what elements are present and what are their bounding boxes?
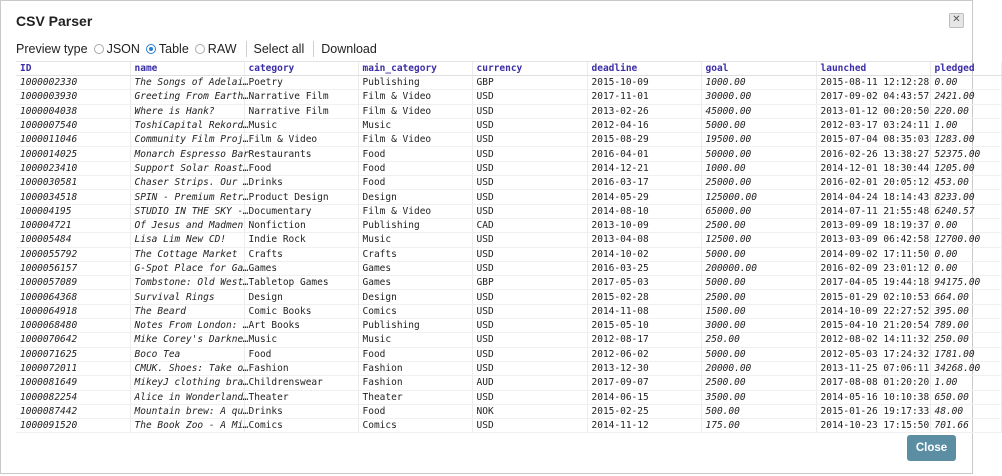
table-cell: Documentary bbox=[244, 204, 358, 218]
table-row[interactable] bbox=[16, 333, 1001, 347]
table-cell: Food bbox=[358, 347, 472, 361]
preview-option-table-label: Table bbox=[158, 42, 189, 56]
table-cell: Art Books bbox=[244, 319, 358, 333]
table-cell: 2014-08-10 bbox=[587, 204, 701, 218]
table-cell: USD bbox=[472, 390, 587, 404]
table-cell: 200000.00 bbox=[701, 261, 816, 275]
table-cell: 20000.00 bbox=[701, 361, 816, 375]
table-cell: USD bbox=[472, 233, 587, 247]
radio-json[interactable] bbox=[94, 44, 104, 54]
table-cell: 2015-01-26 19:17:33 bbox=[816, 404, 930, 418]
table-cell: Product Design bbox=[244, 190, 358, 204]
table-cell: Community Film Proj… bbox=[130, 133, 244, 147]
table-cell: USD bbox=[472, 133, 587, 147]
table-cell: Crafts bbox=[244, 247, 358, 261]
table-scroll-area[interactable] bbox=[16, 61, 981, 432]
column-header-goal[interactable]: goal bbox=[701, 62, 816, 76]
table-cell: 1000082254 bbox=[16, 390, 130, 404]
close-button[interactable]: Close bbox=[907, 435, 956, 461]
table-cell: 2016-04-01 bbox=[587, 147, 701, 161]
column-header-pledged[interactable]: pledged bbox=[930, 62, 1001, 76]
table-cell: Narrative Film bbox=[244, 104, 358, 118]
table-cell: 2012-06-02 bbox=[587, 347, 701, 361]
table-cell: 1000071625 bbox=[16, 347, 130, 361]
table-cell: USD bbox=[472, 304, 587, 318]
table-cell: Fashion bbox=[244, 361, 358, 375]
table-row[interactable] bbox=[16, 390, 1001, 404]
table-cell: 1000011046 bbox=[16, 133, 130, 147]
table-cell: 2015-02-25 bbox=[587, 404, 701, 418]
table-cell: 2016-03-17 bbox=[587, 176, 701, 190]
table-cell: 2013-02-26 bbox=[587, 104, 701, 118]
table-cell: 1000091520 bbox=[16, 419, 130, 433]
table-cell: 2015-05-10 bbox=[587, 319, 701, 333]
select-all-button[interactable]: Select all bbox=[253, 42, 305, 56]
table-cell: USD bbox=[472, 419, 587, 433]
preview-option-json[interactable] bbox=[94, 42, 140, 56]
table-cell: 2013-09-09 18:19:37 bbox=[816, 218, 930, 232]
table-cell: 2014-12-21 bbox=[587, 161, 701, 175]
table-row[interactable] bbox=[16, 147, 1001, 161]
table-cell: USD bbox=[472, 261, 587, 275]
table-row[interactable] bbox=[16, 176, 1001, 190]
table-row[interactable] bbox=[16, 76, 1001, 90]
table-cell: 125000.00 bbox=[701, 190, 816, 204]
table-cell: Food bbox=[358, 161, 472, 175]
table-cell: 2014-05-29 bbox=[587, 190, 701, 204]
table-cell: Music bbox=[358, 118, 472, 132]
table-cell: 2421.00 bbox=[930, 90, 1001, 104]
table-cell: 2014-06-15 bbox=[587, 390, 701, 404]
table-cell: Film & Video bbox=[358, 90, 472, 104]
table-cell: USD bbox=[472, 161, 587, 175]
table-row[interactable] bbox=[16, 404, 1001, 418]
table-cell: 1000007540 bbox=[16, 118, 130, 132]
table-cell: Fashion bbox=[358, 361, 472, 375]
table-cell: 2015-01-29 02:10:53 bbox=[816, 290, 930, 304]
table-row[interactable] bbox=[16, 347, 1001, 361]
table-cell: 1000023410 bbox=[16, 161, 130, 175]
table-row[interactable] bbox=[16, 261, 1001, 275]
table-cell: 1000064368 bbox=[16, 290, 130, 304]
table-row[interactable] bbox=[16, 118, 1001, 132]
table-cell: 1000004038 bbox=[16, 104, 130, 118]
table-cell: Games bbox=[358, 261, 472, 275]
table-cell: AUD bbox=[472, 376, 587, 390]
table-cell: Design bbox=[244, 290, 358, 304]
table-cell: Fashion bbox=[358, 376, 472, 390]
table-cell: 94175.00 bbox=[930, 276, 1001, 290]
table-cell: GBP bbox=[472, 276, 587, 290]
table-cell: 2015-10-09 bbox=[587, 76, 701, 90]
table-cell: USD bbox=[472, 118, 587, 132]
table-cell: Music bbox=[358, 333, 472, 347]
table-cell: 0.00 bbox=[930, 261, 1001, 275]
table-cell: 2014-12-01 18:30:44 bbox=[816, 161, 930, 175]
table-cell: 0.00 bbox=[930, 247, 1001, 261]
table-cell: Comic Books bbox=[244, 304, 358, 318]
table-cell: Publishing bbox=[358, 76, 472, 90]
table-cell: The Book Zoo - A Mi… bbox=[130, 419, 244, 433]
table-cell: 175.00 bbox=[701, 419, 816, 433]
table-cell: 2015-08-11 12:12:28 bbox=[816, 76, 930, 90]
table-cell: 1000014025 bbox=[16, 147, 130, 161]
table-cell: 100005484 bbox=[16, 233, 130, 247]
table-cell: 5000.00 bbox=[701, 276, 816, 290]
table-cell: Film & Video bbox=[358, 104, 472, 118]
table-row[interactable] bbox=[16, 133, 1001, 147]
table-cell: 5000.00 bbox=[701, 347, 816, 361]
table-cell: 2013-10-09 bbox=[587, 218, 701, 232]
table-cell: Of Jesus and Madmen bbox=[130, 218, 244, 232]
table-cell: 1000.00 bbox=[701, 76, 816, 90]
table-cell: Restaurants bbox=[244, 147, 358, 161]
table-cell: USD bbox=[472, 319, 587, 333]
table-cell: 30000.00 bbox=[701, 90, 816, 104]
download-button[interactable]: Download bbox=[321, 42, 377, 56]
table-cell: USD bbox=[472, 104, 587, 118]
table-cell: 650.00 bbox=[930, 390, 1001, 404]
table-cell: Design bbox=[358, 190, 472, 204]
table-cell: 2014-10-09 22:27:52 bbox=[816, 304, 930, 318]
table-cell: 2015-08-29 bbox=[587, 133, 701, 147]
table-cell: 34268.00 bbox=[930, 361, 1001, 375]
table-row[interactable] bbox=[16, 419, 1001, 433]
table-cell: 2015-04-10 21:20:54 bbox=[816, 319, 930, 333]
table-cell: 1000.00 bbox=[701, 161, 816, 175]
table-row[interactable] bbox=[16, 90, 1001, 104]
table-cell: 2012-08-17 bbox=[587, 333, 701, 347]
table-cell: Publishing bbox=[358, 319, 472, 333]
table-cell: The Cottage Market bbox=[130, 247, 244, 261]
table-cell: 2016-02-09 23:01:12 bbox=[816, 261, 930, 275]
table-cell: Comics bbox=[244, 419, 358, 433]
table-cell: 2017-11-01 bbox=[587, 90, 701, 104]
table-cell: 2013-04-08 bbox=[587, 233, 701, 247]
table-cell: The Beard bbox=[130, 304, 244, 318]
table-cell: 12500.00 bbox=[701, 233, 816, 247]
table-cell: Food bbox=[358, 176, 472, 190]
table-row[interactable] bbox=[16, 276, 1001, 290]
table-cell: 2014-11-12 bbox=[587, 419, 701, 433]
column-header-category[interactable]: category bbox=[244, 62, 358, 76]
table-cell: Food bbox=[244, 347, 358, 361]
column-header-launched[interactable]: launched bbox=[816, 62, 930, 76]
table-cell: 2500.00 bbox=[701, 376, 816, 390]
column-header-currency[interactable]: currency bbox=[472, 62, 587, 76]
table-row[interactable] bbox=[16, 319, 1001, 333]
table-cell: 6240.57 bbox=[930, 204, 1001, 218]
table-cell: 1000003930 bbox=[16, 90, 130, 104]
table-cell: 2017-09-07 bbox=[587, 376, 701, 390]
table-cell: 1000057089 bbox=[16, 276, 130, 290]
table-cell: 1000064918 bbox=[16, 304, 130, 318]
table-row[interactable] bbox=[16, 104, 1001, 118]
table-cell: 789.00 bbox=[930, 319, 1001, 333]
close-icon[interactable]: ✕ bbox=[949, 13, 964, 28]
table-cell: 453.00 bbox=[930, 176, 1001, 190]
table-row[interactable] bbox=[16, 361, 1001, 375]
table-cell: 0.00 bbox=[930, 218, 1001, 232]
table-cell: Games bbox=[358, 276, 472, 290]
table-cell: Lisa Lim New CD! bbox=[130, 233, 244, 247]
table-cell: Comics bbox=[358, 419, 472, 433]
table-cell: MikeyJ clothing bra… bbox=[130, 376, 244, 390]
table-cell: USD bbox=[472, 190, 587, 204]
table-cell: 664.00 bbox=[930, 290, 1001, 304]
dialog-title: CSV Parser bbox=[16, 13, 93, 29]
table-body bbox=[16, 76, 1001, 433]
table-cell: 1.00 bbox=[930, 376, 1001, 390]
table-cell: Nonfiction bbox=[244, 218, 358, 232]
table-cell: 2500.00 bbox=[701, 218, 816, 232]
table-cell: 5000.00 bbox=[701, 247, 816, 261]
table-cell: USD bbox=[472, 347, 587, 361]
table-row[interactable] bbox=[16, 304, 1001, 318]
table-cell: 2017-09-02 04:43:57 bbox=[816, 90, 930, 104]
table-cell: 2012-05-03 17:24:32 bbox=[816, 347, 930, 361]
table-cell: 48.00 bbox=[930, 404, 1001, 418]
table-cell: Boco Tea bbox=[130, 347, 244, 361]
preview-option-table[interactable] bbox=[146, 42, 189, 56]
table-header-row bbox=[16, 62, 1001, 76]
column-header-deadline[interactable]: deadline bbox=[587, 62, 701, 76]
table-cell: 250.00 bbox=[701, 333, 816, 347]
table-cell: 3500.00 bbox=[701, 390, 816, 404]
table-cell: 2016-02-26 13:38:27 bbox=[816, 147, 930, 161]
table-cell: 5000.00 bbox=[701, 118, 816, 132]
table-cell: 1000034518 bbox=[16, 190, 130, 204]
table-cell: USD bbox=[472, 147, 587, 161]
table-cell: Drinks bbox=[244, 404, 358, 418]
table-cell: Crafts bbox=[358, 247, 472, 261]
preview-option-raw-label: RAW bbox=[207, 42, 237, 56]
table-cell: 1205.00 bbox=[930, 161, 1001, 175]
table-cell: 2016-03-25 bbox=[587, 261, 701, 275]
table-cell: 1781.00 bbox=[930, 347, 1001, 361]
table-cell: Theater bbox=[244, 390, 358, 404]
table-cell: 2016-02-01 20:05:12 bbox=[816, 176, 930, 190]
table-cell: 250.00 bbox=[930, 333, 1001, 347]
table-cell: Food bbox=[244, 161, 358, 175]
table-cell: Tabletop Games bbox=[244, 276, 358, 290]
table-cell: Alice in Wonderland… bbox=[130, 390, 244, 404]
table-cell: 1.00 bbox=[930, 118, 1001, 132]
preview-toolbar bbox=[16, 41, 377, 57]
preview-option-raw[interactable] bbox=[195, 42, 237, 56]
table-cell: 25000.00 bbox=[701, 176, 816, 190]
table-cell: 2014-09-02 17:11:50 bbox=[816, 247, 930, 261]
table-cell: 2015-02-28 bbox=[587, 290, 701, 304]
table-cell: Music bbox=[244, 118, 358, 132]
table-cell: Food bbox=[358, 404, 472, 418]
table-cell: 701.66 bbox=[930, 419, 1001, 433]
table-cell: 100004195 bbox=[16, 204, 130, 218]
table-cell: 1000087442 bbox=[16, 404, 130, 418]
table-cell: Film & Video bbox=[358, 204, 472, 218]
table-cell: Narrative Film bbox=[244, 90, 358, 104]
table-row[interactable] bbox=[16, 218, 1001, 232]
column-header-name[interactable]: name bbox=[130, 62, 244, 76]
table-cell: 1500.00 bbox=[701, 304, 816, 318]
table-cell: USD bbox=[472, 90, 587, 104]
table-cell: Food bbox=[358, 147, 472, 161]
table-cell: USD bbox=[472, 361, 587, 375]
table-cell: 2012-08-02 14:11:32 bbox=[816, 333, 930, 347]
table-cell: 220.00 bbox=[930, 104, 1001, 118]
preview-option-json-label: JSON bbox=[106, 42, 140, 56]
table-cell: 2014-07-11 21:55:48 bbox=[816, 204, 930, 218]
table-cell: 2015-07-04 08:35:03 bbox=[816, 133, 930, 147]
radio-table[interactable] bbox=[146, 44, 156, 54]
table-cell: USD bbox=[472, 333, 587, 347]
table-cell: Greeting From Earth… bbox=[130, 90, 244, 104]
table-cell: Games bbox=[244, 261, 358, 275]
preview-table bbox=[16, 62, 1002, 433]
column-header-id[interactable]: ID bbox=[16, 62, 130, 76]
table-cell: Design bbox=[358, 290, 472, 304]
table-cell: 2017-04-05 19:44:18 bbox=[816, 276, 930, 290]
table-cell: 1000070642 bbox=[16, 333, 130, 347]
column-header-main-category[interactable]: main_category bbox=[358, 62, 472, 76]
table-cell: 2013-12-30 bbox=[587, 361, 701, 375]
table-cell: CAD bbox=[472, 218, 587, 232]
table-cell: 2013-03-09 06:42:58 bbox=[816, 233, 930, 247]
table-cell: Mike Corey's Darkne… bbox=[130, 333, 244, 347]
table-cell: 52375.00 bbox=[930, 147, 1001, 161]
table-cell: Music bbox=[358, 233, 472, 247]
table-cell: 12700.00 bbox=[930, 233, 1001, 247]
table-cell: Tombstone: Old West… bbox=[130, 276, 244, 290]
table-cell: STUDIO IN THE SKY -… bbox=[130, 204, 244, 218]
table-cell: 0.00 bbox=[930, 76, 1001, 90]
table-cell: Film & Video bbox=[358, 133, 472, 147]
table-cell: 1000072011 bbox=[16, 361, 130, 375]
table-cell: 1000055792 bbox=[16, 247, 130, 261]
table-cell: 2017-05-03 bbox=[587, 276, 701, 290]
table-cell: Support Solar Roast… bbox=[130, 161, 244, 175]
table-cell: 2500.00 bbox=[701, 290, 816, 304]
table-row[interactable] bbox=[16, 247, 1001, 261]
table-cell: Drinks bbox=[244, 176, 358, 190]
table-cell: Comics bbox=[358, 304, 472, 318]
table-cell: Poetry bbox=[244, 76, 358, 90]
table-cell: 1000081649 bbox=[16, 376, 130, 390]
table-cell: USD bbox=[472, 290, 587, 304]
table-row[interactable] bbox=[16, 190, 1001, 204]
table-cell: 2014-10-02 bbox=[587, 247, 701, 261]
table-row[interactable] bbox=[16, 290, 1001, 304]
table-cell: SPIN - Premium Retr… bbox=[130, 190, 244, 204]
table-cell: ToshiCapital Rekord… bbox=[130, 118, 244, 132]
table-cell: Monarch Espresso Bar bbox=[130, 147, 244, 161]
table-cell: 2014-04-24 18:14:43 bbox=[816, 190, 930, 204]
table-cell: 1000056157 bbox=[16, 261, 130, 275]
table-cell: 50000.00 bbox=[701, 147, 816, 161]
table-cell: Music bbox=[244, 333, 358, 347]
table-cell: 2012-03-17 03:24:11 bbox=[816, 118, 930, 132]
table-cell: USD bbox=[472, 176, 587, 190]
table-cell: CMUK. Shoes: Take o… bbox=[130, 361, 244, 375]
table-cell: 2014-05-16 10:10:38 bbox=[816, 390, 930, 404]
radio-raw[interactable] bbox=[195, 44, 205, 54]
table-cell: 2012-04-16 bbox=[587, 118, 701, 132]
table-cell: 1000030581 bbox=[16, 176, 130, 190]
table-cell: The Songs of Adelai… bbox=[130, 76, 244, 90]
table-cell: Where is Hank? bbox=[130, 104, 244, 118]
table-cell: GBP bbox=[472, 76, 587, 90]
table-cell: 1000002330 bbox=[16, 76, 130, 90]
table-cell: 1283.00 bbox=[930, 133, 1001, 147]
table-cell: 100004721 bbox=[16, 218, 130, 232]
table-cell: 395.00 bbox=[930, 304, 1001, 318]
table-cell: 45000.00 bbox=[701, 104, 816, 118]
toolbar-divider bbox=[313, 41, 314, 57]
table-cell: Notes From London: … bbox=[130, 319, 244, 333]
preview-type-label: Preview type bbox=[16, 42, 88, 56]
table-cell: 19500.00 bbox=[701, 133, 816, 147]
table-cell: G-Spot Place for Ga… bbox=[130, 261, 244, 275]
table-cell: Indie Rock bbox=[244, 233, 358, 247]
table-row[interactable] bbox=[16, 233, 1001, 247]
table-cell: 1000068480 bbox=[16, 319, 130, 333]
table-cell: Chaser Strips. Our … bbox=[130, 176, 244, 190]
table-cell: 2017-08-08 01:20:20 bbox=[816, 376, 930, 390]
table-cell: Publishing bbox=[358, 218, 472, 232]
table-cell: 2014-10-23 17:15:50 bbox=[816, 419, 930, 433]
table-cell: 2013-11-25 07:06:11 bbox=[816, 361, 930, 375]
table-cell: 65000.00 bbox=[701, 204, 816, 218]
table-cell: 3000.00 bbox=[701, 319, 816, 333]
table-row[interactable] bbox=[16, 204, 1001, 218]
table-cell: 2014-11-08 bbox=[587, 304, 701, 318]
table-cell: USD bbox=[472, 247, 587, 261]
table-cell: Mountain brew: A qu… bbox=[130, 404, 244, 418]
table-cell: USD bbox=[472, 204, 587, 218]
table-cell: 2013-01-12 00:20:50 bbox=[816, 104, 930, 118]
toolbar-divider bbox=[246, 41, 247, 57]
table-row[interactable] bbox=[16, 161, 1001, 175]
table-cell: 500.00 bbox=[701, 404, 816, 418]
table-cell: Theater bbox=[358, 390, 472, 404]
table-cell: 8233.00 bbox=[930, 190, 1001, 204]
table-cell: NOK bbox=[472, 404, 587, 418]
table-row[interactable] bbox=[16, 376, 1001, 390]
table-cell: Film & Video bbox=[244, 133, 358, 147]
table-cell: Survival Rings bbox=[130, 290, 244, 304]
table-cell: Childrenswear bbox=[244, 376, 358, 390]
